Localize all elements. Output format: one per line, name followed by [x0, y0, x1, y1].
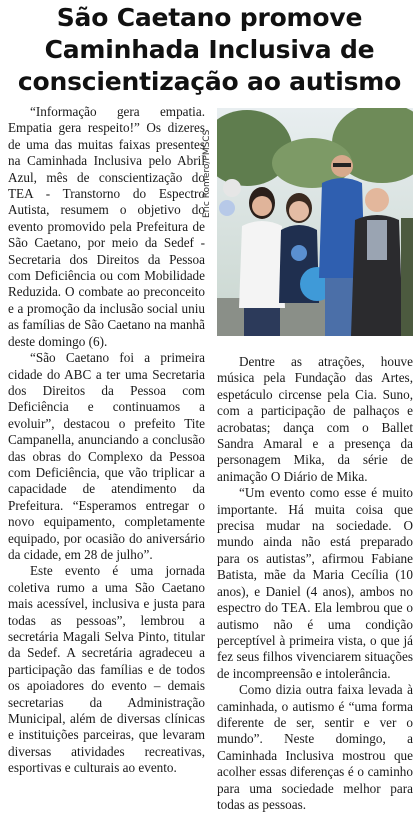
paragraph-4: Dentre as atrações, houve música pela Fundação das Artes, espetáculo circense pela Cia. Suno, com a participação de palhaços e acrobatas; dança com o Ballet Sandra Amaral e a presença da personagem Mika, da série de animação O Diário de Mika.	[217, 354, 413, 484]
photo-credit: Eric Romero/PMSCS	[202, 129, 212, 218]
paragraph-3: Este evento é uma jornada coletiva rumo a uma São Caetano mais acessível, inclusiva e justa para todas as pessoas”, lembrou a secretária Magali Selva Pinto, titular da Sedef. A secretária agradeceu a participação das famílias e de todos os apoiadores do evento – demais secretarias da Administração Municipal, além de diversas clínicas e instituições parceiras, que levaram diversas atividades recreativas, esportivas e culturais ao evento.	[8, 563, 205, 776]
paragraph-6: Como dizia outra faixa levada à caminhada, o autismo é “uma forma diferente de ser, sentir e ver o mundo”. Neste domingo, a Caminhada Inclusiva mostrou que acolher essas diferenças é o caminho para uma sociedade melhor para todas as pessoas.	[217, 682, 413, 812]
article-column-left	[8, 104, 205, 777]
paragraph-1: “Informação gera empatia. Empatia gera respeito!” Os dizeres de uma das muitas faixas presentes na Caminhada Inclusiva pelo Abril Azul, mês de conscientização do TEA - Transtorno do Espectro Autista, resumem o objetivo do evento promovido pela Prefeitura de São Caetano, por meio da Sedef - Secretaria dos Direitos da Pessoa com Deficiência ou com Mobilidade Reduzida. O combate ao preconceito e a promoção da inclusão social uniu as famílias de São Caetano na manhã deste domingo (6).	[8, 104, 205, 349]
headline-line-3: conscientização ao autismo	[17, 67, 402, 96]
headline-line-2: Caminhada Inclusiva de	[44, 35, 375, 64]
headline-line-1: São Caetano promove	[56, 3, 363, 32]
article-column-right	[217, 354, 413, 813]
paragraph-2: “São Caetano foi a primeira cidade do ABC a ter uma Secretaria dos Direitos da Pessoa com Deficiência e continuamos a evoluir”, destacou o prefeito Tite Campanella, anunciando a conclusão das obras do Complexo da Pessoa com Deficiência, que vão triplicar a capacidade de atendimento da Prefeitura. “Esperamos entregar o novo equipamento, completamente equipado, por ocasião do aniversário da cidade, em 28 de julho”.	[8, 350, 205, 562]
paragraph-5: “Um evento como esse é muito importante. Há muita coisa que precisa mudar na sociedade. O mundo ainda não está preparado para os autistas”, afirmou Fabiane Batista, mãe da Maria Cecília (10 anos), e Daniel (4 anos), ambos no espectro do TEA. Ela lembrou que o autismo não é uma condição perceptível à primeira vista, o que já fez seus filhos vivenciarem situações de incompreensão e intolerância.	[217, 485, 413, 681]
event-photo-illustration	[217, 108, 413, 336]
article-photo	[217, 108, 413, 336]
article-headline	[8, 2, 411, 98]
